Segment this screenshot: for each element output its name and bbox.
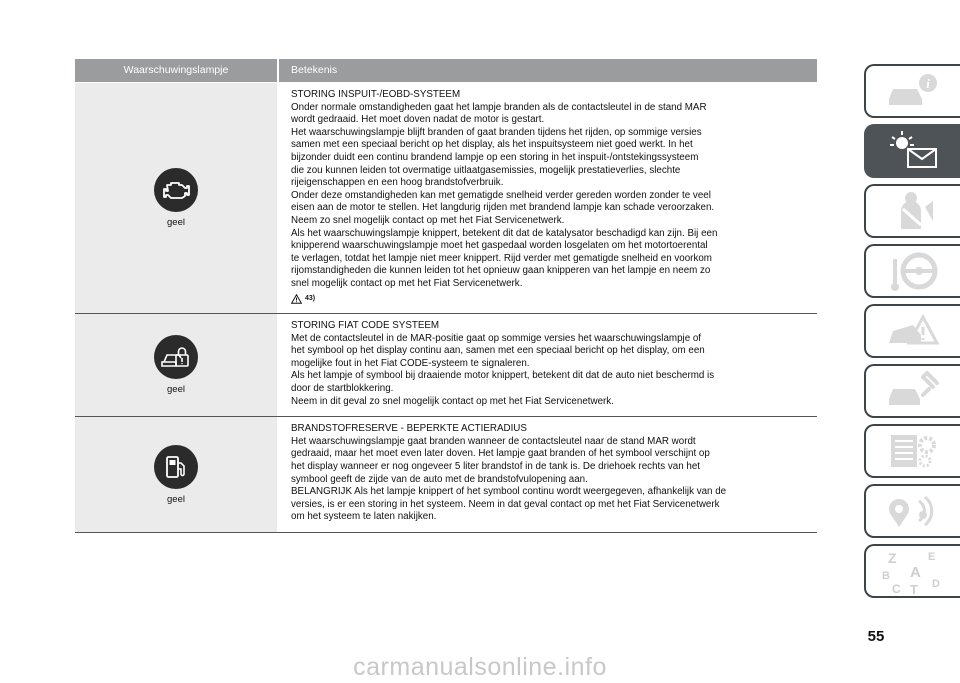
engine-check-icon <box>154 168 198 212</box>
table-row <box>75 417 817 533</box>
tab-car-info[interactable] <box>864 64 960 118</box>
row-title: BRANDSTOFRESERVE - BEPERKTE ACTIERADIUS <box>291 423 527 435</box>
text-line: symbool geeft de zijde van de auto met de brandstofvulopening aan. <box>291 473 588 485</box>
text-line: die zou kunnen leiden tot overmatige uitlaatgasemissies, mogelijk prestatieverlies, slechte <box>291 164 681 176</box>
text-line: Het waarschuwingslampje blijft branden of gaat branden tijdens het rijden, op sommige versies <box>291 126 702 138</box>
text-line: mogelijke fout in het Fiat CODE-systeem te signaleren. <box>291 357 530 369</box>
table-row <box>75 83 817 314</box>
header-warning-light: Waarschuwingslampje <box>75 59 279 82</box>
tab-technical-data[interactable] <box>864 424 960 478</box>
tab-multimedia[interactable] <box>864 484 960 538</box>
text-line: Met de contactsleutel in de MAR-positie gaat op sommige versies het waarschuwingslampje of <box>291 332 702 344</box>
svg-text:D: D <box>932 578 940 590</box>
text-line: snel mogelijk contact op met het Fiat Servicenetwerk. <box>291 277 523 289</box>
tab-index[interactable] <box>864 544 960 598</box>
table-header <box>75 59 817 83</box>
header-meaning: Betekenis <box>291 64 338 76</box>
svg-text:A: A <box>910 564 921 581</box>
alphabetical-index-icon <box>878 547 948 595</box>
text-line: rijomstandigheden die kunnen leiden tot het opnieuw gaan knipperen van het lampje en neem zo <box>291 265 711 277</box>
text-line: het display wanneer er nog ongeveer 5 liter brandstof in de tank is. De driehoek rechts van het <box>291 461 700 473</box>
text-line: te verlagen, totdat het lampje niet meer knippert. Rijd verder met gematigde snelheid en voorkom <box>291 252 712 264</box>
warning-light-message-icon <box>878 129 948 173</box>
text-line: door de startblokkering. <box>291 383 394 395</box>
text-line: wordt gedraaid. Het moet doven nadat de motor is gestart. <box>291 114 545 126</box>
car-maintenance-icon <box>883 369 943 413</box>
tab-starting-driving[interactable] <box>864 244 960 298</box>
text-line: Als het waarschuwingslampje knippert, betekent dit dat de katalysator beschadigd kan zijn. Bij een <box>291 227 718 239</box>
svg-text:E: E <box>928 551 936 563</box>
text-line: versies, is er een storing in het systeem. Neem in dat geval contact op met het Fiat Servicenetwerk <box>291 498 720 510</box>
svg-text:C: C <box>892 582 901 595</box>
svg-text:Z: Z <box>888 550 897 566</box>
table-row <box>75 314 817 417</box>
page-number: 55 <box>867 628 885 645</box>
text-line: Het waarschuwingslampje gaat branden wanneer de contactsleutel naar de stand MAR wordt <box>291 435 696 447</box>
text-line: het symbool op het display continu aan, samen met een speciaal bericht op het display, om een <box>291 345 705 357</box>
text-line: Neem zo snel mogelijk contact op met het Fiat Servicenetwerk. <box>291 214 565 226</box>
fiat-code-lock-icon <box>154 335 198 379</box>
svg-text:B: B <box>882 570 890 582</box>
row-title: STORING INSPUIT-/EOBD-SYSTEEM <box>291 89 461 100</box>
meaning-cell <box>279 314 817 416</box>
watermark: carmanualsonline.info <box>353 653 607 681</box>
multimedia-icon <box>883 489 943 533</box>
text-line: BELANGRIJK Als het lampje knippert of het symbool continu wordt weergegeven, afhankelijk van de <box>291 486 727 498</box>
lamp-color-label: geel <box>167 384 185 396</box>
lamp-cell <box>75 314 279 416</box>
safety-seatbelt-icon <box>883 189 943 233</box>
lamp-color-label: geel <box>167 217 185 229</box>
svg-text:i: i <box>926 76 930 91</box>
tab-maintenance[interactable] <box>864 364 960 418</box>
svg-text:T: T <box>910 582 918 595</box>
warning-lights-table <box>75 59 817 533</box>
emergency-car-icon <box>883 309 943 353</box>
tab-safety[interactable] <box>864 184 960 238</box>
meaning-cell <box>279 83 817 313</box>
car-info-icon <box>883 71 943 111</box>
text-line: knipperend waarschuwingslampje moet het gaspedaal worden losgelaten om het motortoerental <box>291 240 708 252</box>
text-line: Onder normale omstandigheden gaat het lampje branden als de contactsleutel in de stand MAR <box>291 101 707 113</box>
text-line: om het systeem te laten nakijken. <box>291 511 437 523</box>
warning-reference <box>291 293 817 306</box>
chapter-tabs <box>858 64 960 604</box>
text-line: Als het lampje of symbool bij draaiende motor knippert, betekent dit dat de auto niet beschermd is <box>291 370 715 382</box>
text-line: samen met een speciaal bericht op het display, als het inspuitsysteem niet goed werkt. In het <box>291 139 693 151</box>
warning-ref-number: 43) <box>305 294 316 302</box>
text-line: bijzonder duidt een continu brandend lampje op een storing in het inspuit-/ontstekingssysteem <box>291 151 699 163</box>
lamp-cell <box>75 417 279 532</box>
row-title: STORING FIAT CODE SYSTEEM <box>291 320 440 332</box>
fuel-pump-icon <box>154 445 198 489</box>
tab-emergency[interactable] <box>864 304 960 358</box>
meaning-cell <box>279 417 817 532</box>
technical-data-icon <box>883 429 943 473</box>
text-line: Neem in dit geval zo snel mogelijk contact op met het Fiat Servicenetwerk. <box>291 395 614 407</box>
text-line: gedraaid, maar het moet even later doven. Het lampje gaat branden of het symbool verschijnt op <box>291 448 710 460</box>
steering-wheel-key-icon <box>883 249 943 293</box>
lamp-cell <box>75 83 279 313</box>
lamp-color-label: geel <box>167 493 185 505</box>
text-line: eisen aan de motor te stellen. Het langdurig rijden met brandend lampje kan schade veroorzaken. <box>291 202 715 214</box>
warning-triangle-icon <box>291 294 302 304</box>
text-line: Onder deze omstandigheden kan met gematigde snelheid verder gereden worden zonder te veel <box>291 189 711 201</box>
tab-warning-lights[interactable] <box>864 124 960 178</box>
text-line: rijeigenschappen en een hoog brandstofverbruik. <box>291 177 504 189</box>
